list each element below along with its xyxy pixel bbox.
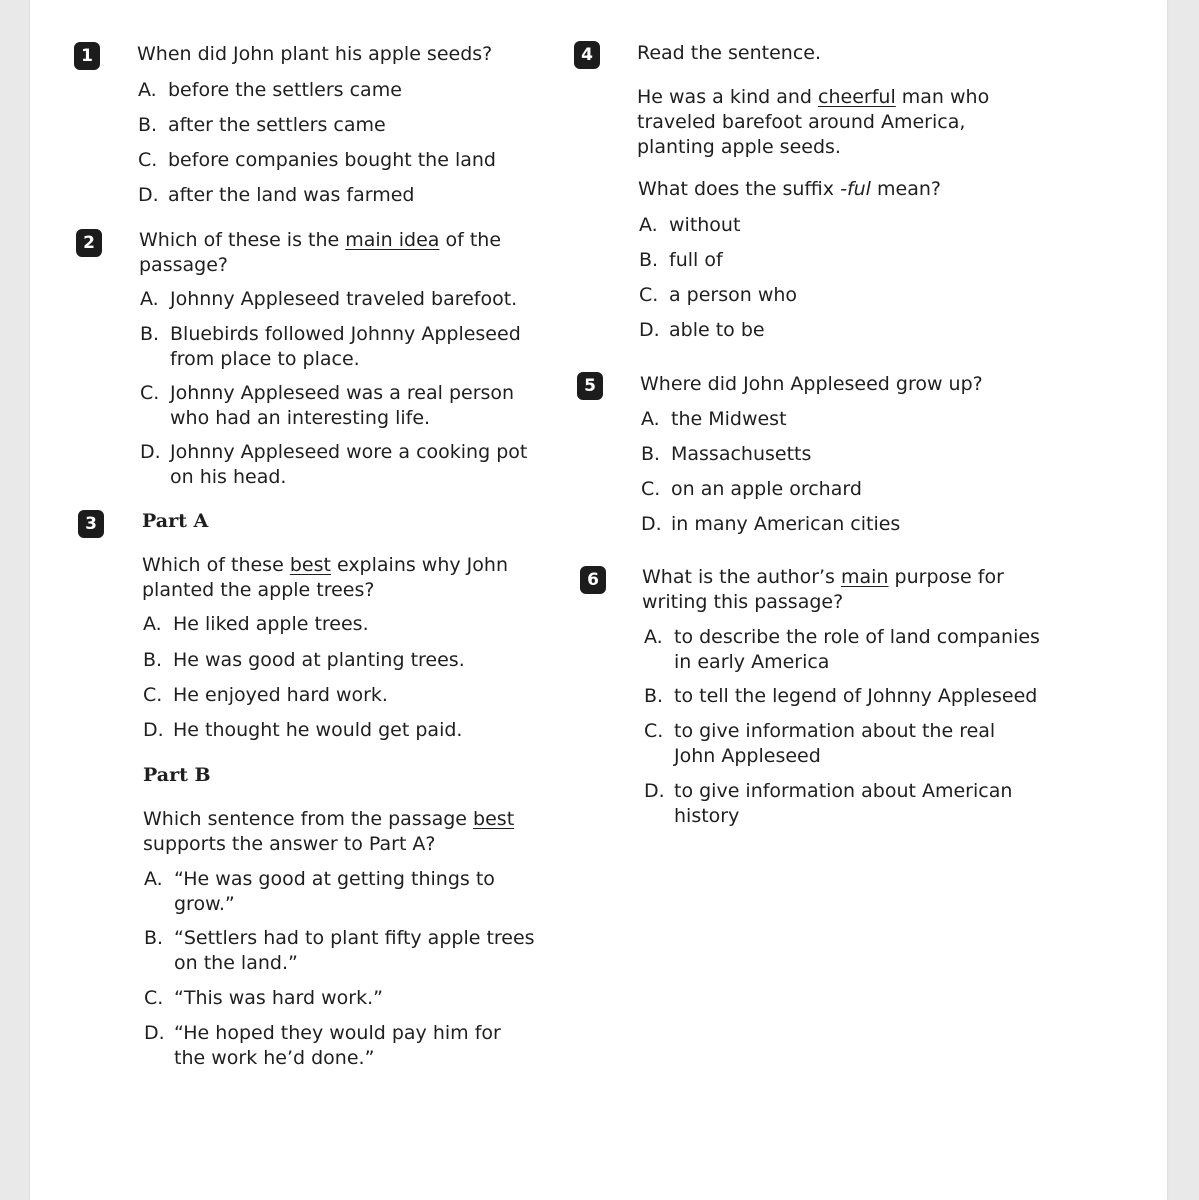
stem-text: Which sentence from the passage — [143, 808, 474, 830]
stem-text: passage? — [139, 254, 228, 276]
option-letter: A. — [644, 626, 663, 648]
option-text: able to be — [669, 319, 765, 341]
option-text-continued: who had an interesting life. — [170, 407, 431, 429]
stem-text: writing this passage? — [642, 591, 844, 613]
option-letter: B. — [143, 649, 163, 671]
option-text-continued: on the land.” — [174, 952, 298, 974]
option-letter: C. — [641, 478, 661, 500]
sentence-text: planting apple seeds. — [637, 136, 841, 158]
q2-option-d[interactable] — [140, 440, 527, 490]
part-b-heading: Part B — [143, 764, 211, 786]
prompt-italic: -ful — [840, 178, 871, 200]
part-a-heading: Part A — [142, 510, 209, 532]
option-text: He thought he would get paid. — [173, 719, 463, 741]
option-text: after the settlers came — [168, 114, 386, 136]
q4-option-b[interactable] — [639, 248, 723, 273]
q1-option-a[interactable] — [138, 78, 402, 103]
q6-option-b[interactable] — [644, 684, 1037, 709]
option-text: to tell the legend of Johnny Appleseed — [674, 685, 1038, 707]
question-2-number: 2 — [76, 229, 102, 257]
option-letter: A. — [144, 868, 163, 890]
option-text: to give information about American — [674, 780, 1013, 802]
q5-option-b[interactable] — [641, 442, 811, 467]
q4-option-d[interactable] — [639, 318, 765, 343]
stem-text: planted the apple trees? — [142, 579, 375, 601]
option-letter: A. — [143, 613, 162, 635]
prompt-text: mean? — [870, 178, 941, 200]
question-4-sentence — [637, 85, 989, 160]
q4-option-c[interactable] — [639, 283, 797, 308]
option-letter: D. — [144, 1022, 165, 1044]
q3a-option-c[interactable] — [143, 683, 388, 708]
option-text: the Midwest — [671, 408, 787, 430]
question-4-prompt — [638, 177, 941, 202]
stem-underlined: best — [473, 808, 515, 830]
option-text: Johnny Appleseed was a real person — [170, 382, 515, 404]
option-text: after the land was farmed — [168, 184, 415, 206]
option-text: “He was good at getting things to — [174, 868, 495, 890]
option-text: “This was hard work.” — [174, 987, 383, 1009]
option-letter: A. — [140, 288, 159, 310]
sentence-text: He was a kind and — [637, 86, 819, 108]
option-letter: C. — [639, 284, 659, 306]
option-letter: D. — [644, 780, 665, 802]
option-text-continued: in early America — [674, 651, 830, 673]
stem-text: Which of these is the — [139, 229, 346, 251]
option-text: to describe the role of land companies — [674, 626, 1040, 648]
question-2-stem — [139, 228, 501, 278]
q6-option-a[interactable] — [644, 625, 1040, 675]
option-letter: B. — [639, 249, 659, 271]
question-4-stem: Read the sentence. — [637, 42, 821, 64]
question-5-number: 5 — [577, 372, 603, 400]
q5-option-c[interactable] — [641, 477, 862, 502]
stem-text: What is the author’s — [642, 566, 841, 588]
stem-underlined: main — [841, 566, 889, 588]
q2-option-c[interactable] — [140, 381, 514, 431]
option-text: Johnny Appleseed traveled barefoot. — [170, 288, 518, 310]
stem-text: explains why John — [330, 554, 508, 576]
option-letter: C. — [644, 720, 664, 742]
option-letter: B. — [644, 685, 664, 707]
option-text: He liked apple trees. — [173, 613, 369, 635]
q4-option-a[interactable] — [639, 213, 740, 238]
q3b-option-d[interactable] — [144, 1021, 501, 1071]
option-text: on an apple orchard — [671, 478, 862, 500]
q2-option-b[interactable] — [140, 322, 521, 372]
q6-option-c[interactable] — [644, 719, 995, 769]
q3a-option-b[interactable] — [143, 648, 465, 673]
option-letter: D. — [639, 319, 660, 341]
option-text: Bluebirds followed Johnny Appleseed — [170, 323, 521, 345]
option-text-continued: grow.” — [174, 893, 235, 915]
q1-option-d[interactable] — [138, 183, 414, 208]
stem-text: of the — [439, 229, 502, 251]
option-letter: D. — [641, 513, 662, 535]
option-letter: A. — [641, 408, 660, 430]
sentence-text: man who — [895, 86, 990, 108]
stem-text: purpose for — [888, 566, 1004, 588]
option-text: full of — [669, 249, 723, 271]
option-text-continued: the work he’d done.” — [174, 1047, 375, 1069]
option-letter: C. — [144, 987, 164, 1009]
option-letter: B. — [140, 323, 160, 345]
q5-option-d[interactable] — [641, 512, 900, 537]
option-text: Massachusetts — [671, 443, 812, 465]
sentence-underlined: cheerful — [818, 86, 896, 108]
q1-option-b[interactable] — [138, 113, 386, 138]
option-text: before the settlers came — [168, 79, 402, 101]
option-letter: D. — [138, 184, 159, 206]
stem-text: supports the answer to Part A? — [143, 833, 436, 855]
q3b-option-a[interactable] — [144, 867, 495, 917]
question-3a-stem — [142, 553, 508, 603]
q3b-option-b[interactable] — [144, 926, 535, 976]
sentence-text: traveled barefoot around America, — [637, 111, 966, 133]
q3b-option-c[interactable] — [144, 986, 383, 1011]
option-text: in many American cities — [671, 513, 901, 535]
stem-underlined: best — [289, 554, 331, 576]
option-letter: C. — [140, 382, 160, 404]
question-1-number: 1 — [74, 42, 100, 70]
stem-underlined: main idea — [345, 229, 440, 251]
option-letter: D. — [140, 441, 161, 463]
option-letter: A. — [639, 214, 658, 236]
option-letter: B. — [144, 927, 164, 949]
option-letter: D. — [143, 719, 164, 741]
option-text: to give information about the real — [674, 720, 996, 742]
option-letter: B. — [138, 114, 158, 136]
q3a-option-d[interactable] — [143, 718, 462, 743]
option-text: He enjoyed hard work. — [173, 684, 388, 706]
stem-text: Which of these — [142, 554, 290, 576]
option-letter: C. — [143, 684, 163, 706]
question-6-stem — [642, 565, 1004, 615]
question-3-number: 3 — [78, 510, 104, 538]
option-letter: A. — [138, 79, 157, 101]
option-text-continued: on his head. — [170, 466, 287, 488]
q1-option-c[interactable] — [138, 148, 496, 173]
option-text: Johnny Appleseed wore a cooking pot — [170, 441, 528, 463]
option-text-continued: John Appleseed — [674, 745, 821, 767]
option-text: without — [669, 214, 741, 236]
worksheet-page — [30, 0, 1167, 1200]
option-letter: C. — [138, 149, 158, 171]
question-3b-stem — [143, 807, 514, 857]
question-1-stem: When did John plant his apple seeds? — [137, 43, 493, 65]
option-text: He was good at planting trees. — [173, 649, 465, 671]
q3a-option-a[interactable] — [143, 612, 369, 637]
option-text: “Settlers had to plant fifty apple trees — [174, 927, 535, 949]
question-5-stem: Where did John Appleseed grow up? — [640, 373, 983, 395]
option-letter: B. — [641, 443, 661, 465]
option-text-continued: from place to place. — [170, 348, 360, 370]
prompt-text: What does the suffix — [638, 178, 841, 200]
option-text: “He hoped they would pay him for — [174, 1022, 501, 1044]
q2-option-a[interactable] — [140, 287, 517, 312]
question-6-number: 6 — [580, 566, 606, 594]
question-4-number: 4 — [574, 41, 600, 69]
option-text-continued: history — [674, 805, 740, 827]
q6-option-d[interactable] — [644, 779, 1012, 829]
option-text: a person who — [669, 284, 798, 306]
q5-option-a[interactable] — [641, 407, 787, 432]
option-text: before companies bought the land — [168, 149, 496, 171]
